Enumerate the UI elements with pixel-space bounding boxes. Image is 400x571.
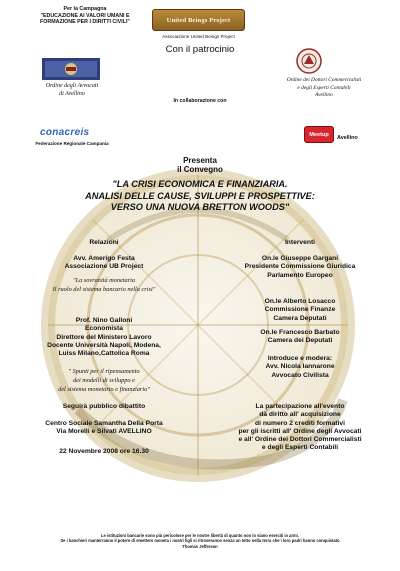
speaker-galloni (20, 317, 188, 358)
credits-line: e all' Ordine dei Dottori Commercialisti (238, 436, 362, 444)
talk-line: "La sovranità monetaria (72, 277, 136, 284)
speaker-line: Presidente Commissione Giuridica (244, 263, 356, 271)
ordine-avvocati-label (30, 82, 114, 98)
talk-line: del sistema monetario e finanziario" (58, 386, 150, 393)
patrocinio-heading: Con il patrocinio (165, 44, 235, 55)
presenta-line: il Convegno (177, 165, 223, 175)
credits-line: di numero 2 crediti formativi (255, 419, 345, 427)
title-line: VERSO UNA NUOVA BRETTON WOODS" (110, 202, 290, 212)
dibattito-note: Seguirà pubblico dibattito (62, 403, 146, 410)
conference-title (38, 179, 362, 214)
ubp-logo-text: United Beings Project (166, 16, 231, 24)
quote-line: Se i banchieri manterranno il potere di emettere moneta i nostri figli si ritroveranno senza un tetto nella terra che i loro padri hanno conquistato (60, 538, 340, 544)
united-beings-project-logo (152, 9, 245, 31)
speaker-line: Economista (85, 325, 123, 333)
commercialisti-crest-icon (296, 48, 322, 74)
ubp-caption: Associazione United Beings Project (162, 34, 235, 39)
commercialisti-line: Avellino (315, 92, 333, 99)
avvocati-line: Ordine degli Avvocati (45, 83, 99, 89)
title-line: "LA CRISI ECONOMICA E FINANZIARIA. (112, 179, 288, 189)
relazioni-heading: Relazioni (89, 239, 119, 246)
speaker-line: Parlamento Europeo (267, 271, 333, 279)
speaker-line: On.le Francesco Barbato (260, 329, 340, 336)
speaker-line: Direttore del Ministero Lavoro (56, 333, 152, 341)
campaign-line: "EDUCAZIONE AI VALORI UMANI E (40, 12, 130, 19)
venue-line: Via Morelli e Silvati AVELLINO (56, 428, 152, 436)
speaker-line: Luiss Milano,Cattolica Roma (58, 350, 150, 358)
speaker-line: Avv. Amerigo Festa (73, 255, 135, 262)
talk-title-spunti (20, 367, 188, 394)
speaker-line: Camera Deputati (273, 314, 327, 322)
quote-line: Le istituzioni bancarie sono più pericolose per le nostre libertà di quanto non lo siano eserciti in armi. (101, 533, 299, 538)
venue-address (20, 420, 188, 437)
talk-line: Il ruolo del sistema bancario nella crisi" (52, 286, 156, 293)
speaker-line: On.le Giuseppe Gargani (261, 255, 339, 262)
speaker-losacco (214, 298, 386, 323)
moderator-line: Avv. Nicola Iannarone (265, 363, 335, 371)
commercialisti-line: Ordine dei Dottori Commercialisti (286, 77, 362, 83)
presenta-line: Presenta (183, 156, 217, 165)
presenta-heading (150, 156, 250, 175)
campaign-text (30, 6, 140, 26)
moderator-line: Avvocato Civilista (271, 371, 329, 379)
speaker-line: On.le Alberto Losacco (264, 298, 336, 305)
avvocati-crest-icon (42, 58, 100, 80)
campaign-line: Per la Campagna (63, 6, 107, 12)
speaker-line: Commissione Finanze (264, 306, 336, 314)
meetup-logo (304, 126, 334, 143)
meetup-city-label: Avellino (337, 135, 358, 141)
moderator-line: Introduce e modera: (267, 355, 333, 362)
conacreis-logo: conacreis (40, 127, 90, 138)
jefferson-quote (8, 533, 392, 549)
speaker-festa (20, 255, 188, 272)
credits-line: dà diritto all' acquisizione (259, 411, 341, 419)
federazione-label: Federazione Regionale Campania (35, 141, 109, 146)
ordine-commercialisti-label (268, 77, 380, 100)
interventi-heading: Interventi (284, 239, 316, 246)
speaker-line: Docente Università Napoli, Modena, (47, 341, 161, 349)
avvocati-line: di Avellino (59, 91, 85, 97)
talk-line: " Spunti per il ripensamento (68, 368, 140, 375)
commercialisti-line: e degli Esperti Contabili (297, 84, 351, 91)
credits-notice (214, 403, 386, 453)
credits-line: La partecipazione all'evento (255, 403, 345, 410)
moderator-iannarone (214, 355, 386, 380)
title-line: ANALISI DELLE CAUSE, SVILUPPI E PROSPETTIVE: (85, 190, 315, 201)
speaker-line: Prof. Nino Galloni (75, 317, 133, 324)
credits-line: e degli Esperti Contabili (261, 444, 339, 452)
talk-title-sovranita (20, 276, 188, 294)
talk-line: dei modelli di sviluppo e (73, 377, 135, 384)
quote-attribution: Thomas Jefferson (182, 543, 218, 549)
event-date: 22 Novembre 2008 ore 16.30 (59, 448, 149, 455)
speaker-line: Camera dei Deputati (267, 337, 333, 345)
venue-line: Centro Sociale Samantha Della Porta (45, 420, 163, 427)
collaborazione-heading: In collaborazione con (173, 98, 227, 104)
meetup-logo-text: Meetup (309, 131, 329, 138)
speaker-gargani (214, 255, 386, 280)
campaign-line: FORMAZIONE PER I DIRITTI CIVILI" (40, 19, 130, 26)
speaker-barbato (214, 329, 386, 346)
speaker-line: Associazione UB Project (64, 263, 144, 271)
credits-line: per gli iscritti all' Ordine degli Avvocati (238, 427, 362, 435)
